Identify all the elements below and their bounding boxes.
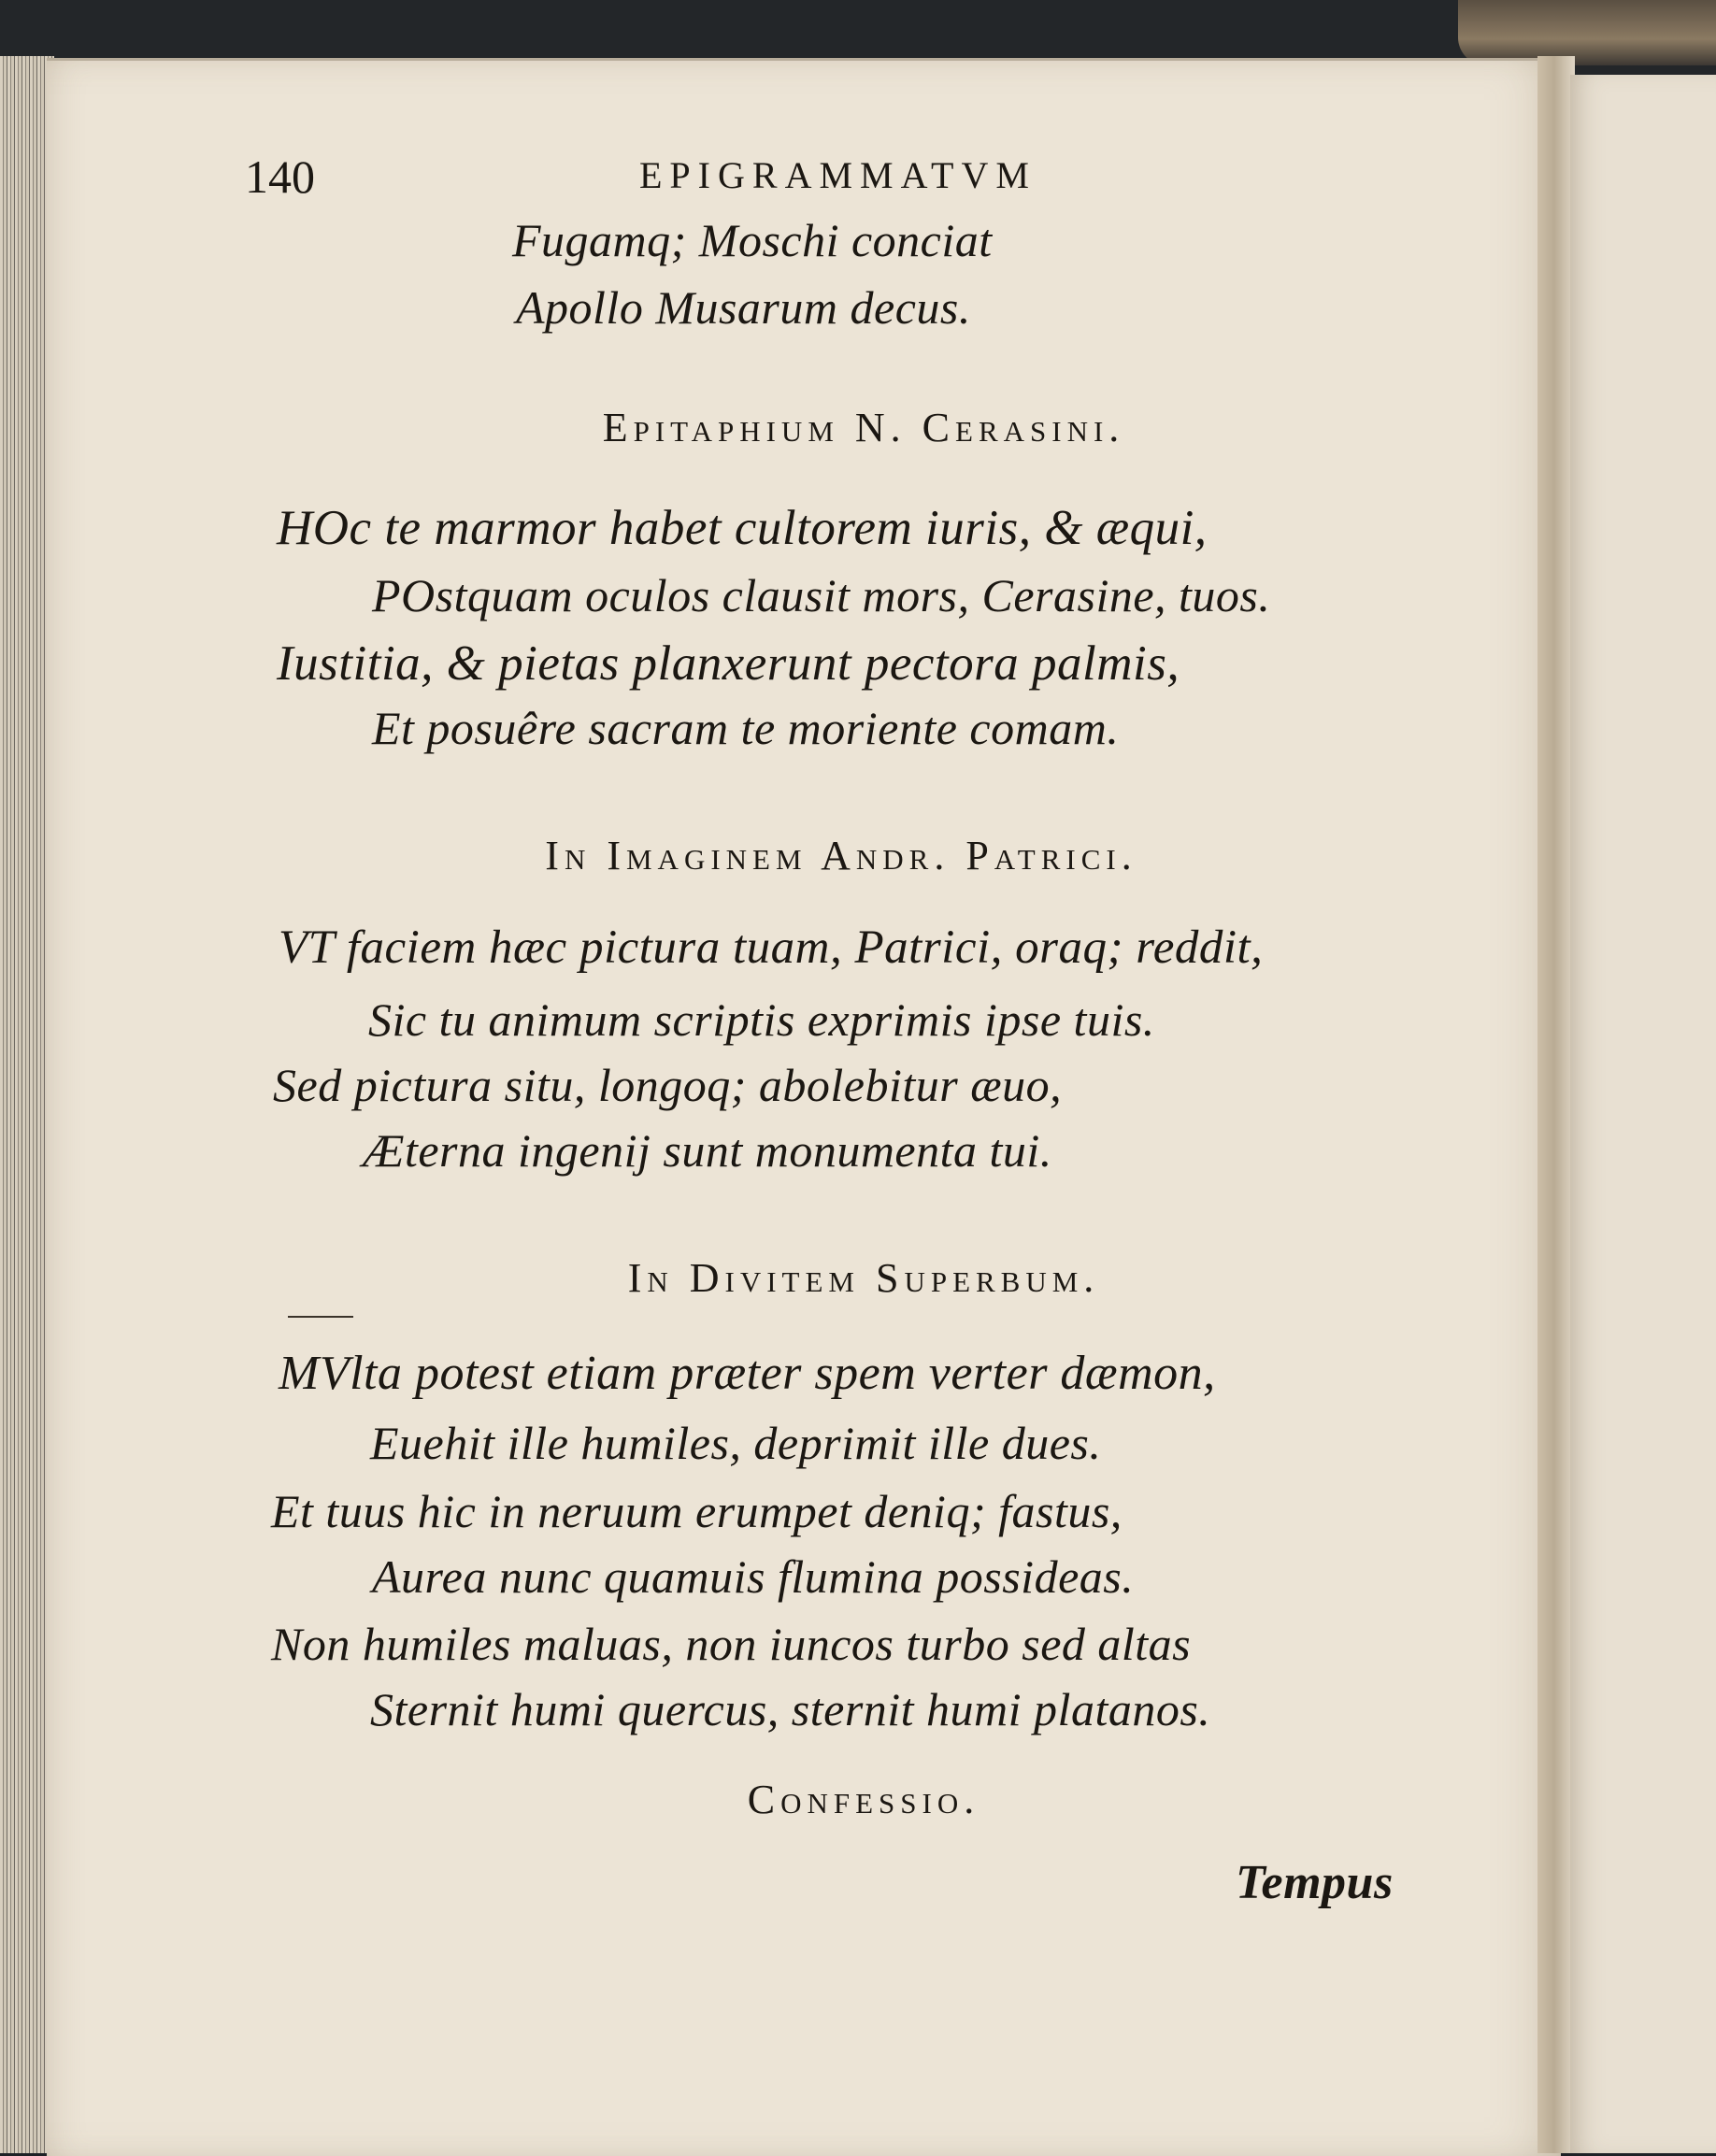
verse-line: Aurea nunc quamuis flumina possideas. bbox=[372, 1550, 1135, 1603]
verse-line: POstquam oculos clausit mors, Cerasine, tuos. bbox=[372, 569, 1271, 621]
binding-fragment bbox=[1458, 0, 1716, 65]
facing-page bbox=[1570, 75, 1716, 2153]
verse-line: MVlta potest etiam præter spem verter dæmon, bbox=[279, 1347, 1216, 1400]
poem-title: Confessio. bbox=[747, 1777, 980, 1822]
verse-line: Sternit humi quercus, sternit humi platanos. bbox=[370, 1683, 1211, 1735]
catchword: Tempus bbox=[1236, 1856, 1394, 1909]
page-number: 140 bbox=[245, 150, 315, 203]
running-head: EPIGRAMMATVM bbox=[639, 154, 1037, 196]
verse-line: Et posuêre sacram te moriente comam. bbox=[372, 702, 1120, 754]
verse-line: Æterna ingenij sunt monumenta tui. bbox=[363, 1124, 1052, 1177]
verse-line: Euehit ille humiles, deprimit ille dues. bbox=[370, 1417, 1102, 1469]
poem-title: In Imaginem Andr. Patrici. bbox=[545, 833, 1137, 878]
verse-line: Iustitia, & pietas planxerunt pectora palmis, bbox=[277, 636, 1180, 691]
gutter bbox=[1537, 56, 1575, 2153]
verse-line: Sic tu animum scriptis exprimis ipse tuis. bbox=[368, 993, 1155, 1046]
rule bbox=[288, 1316, 353, 1318]
verse-line: Apollo Musarum decus. bbox=[516, 281, 971, 334]
verse-line: Fugamq; Moschi conciat bbox=[512, 214, 993, 266]
verse-line: Non humiles maluas, non iuncos turbo sed altas bbox=[271, 1618, 1192, 1670]
verse-line: Et tuus hic in neruum erumpet deniq; fastus, bbox=[271, 1485, 1123, 1537]
verse-line: Sed pictura situ, longoq; abolebitur æuo, bbox=[273, 1059, 1063, 1111]
verse-line: VT faciem hæc pictura tuam, Patrici, oraq; reddit, bbox=[279, 921, 1264, 974]
poem-title: Epitaphium N. Cerasini. bbox=[602, 405, 1125, 450]
verse-line: HOc te marmor habet cultorem iuris, & æqui, bbox=[277, 501, 1208, 555]
poem-title: In Divitem Superbum. bbox=[627, 1255, 1100, 1301]
